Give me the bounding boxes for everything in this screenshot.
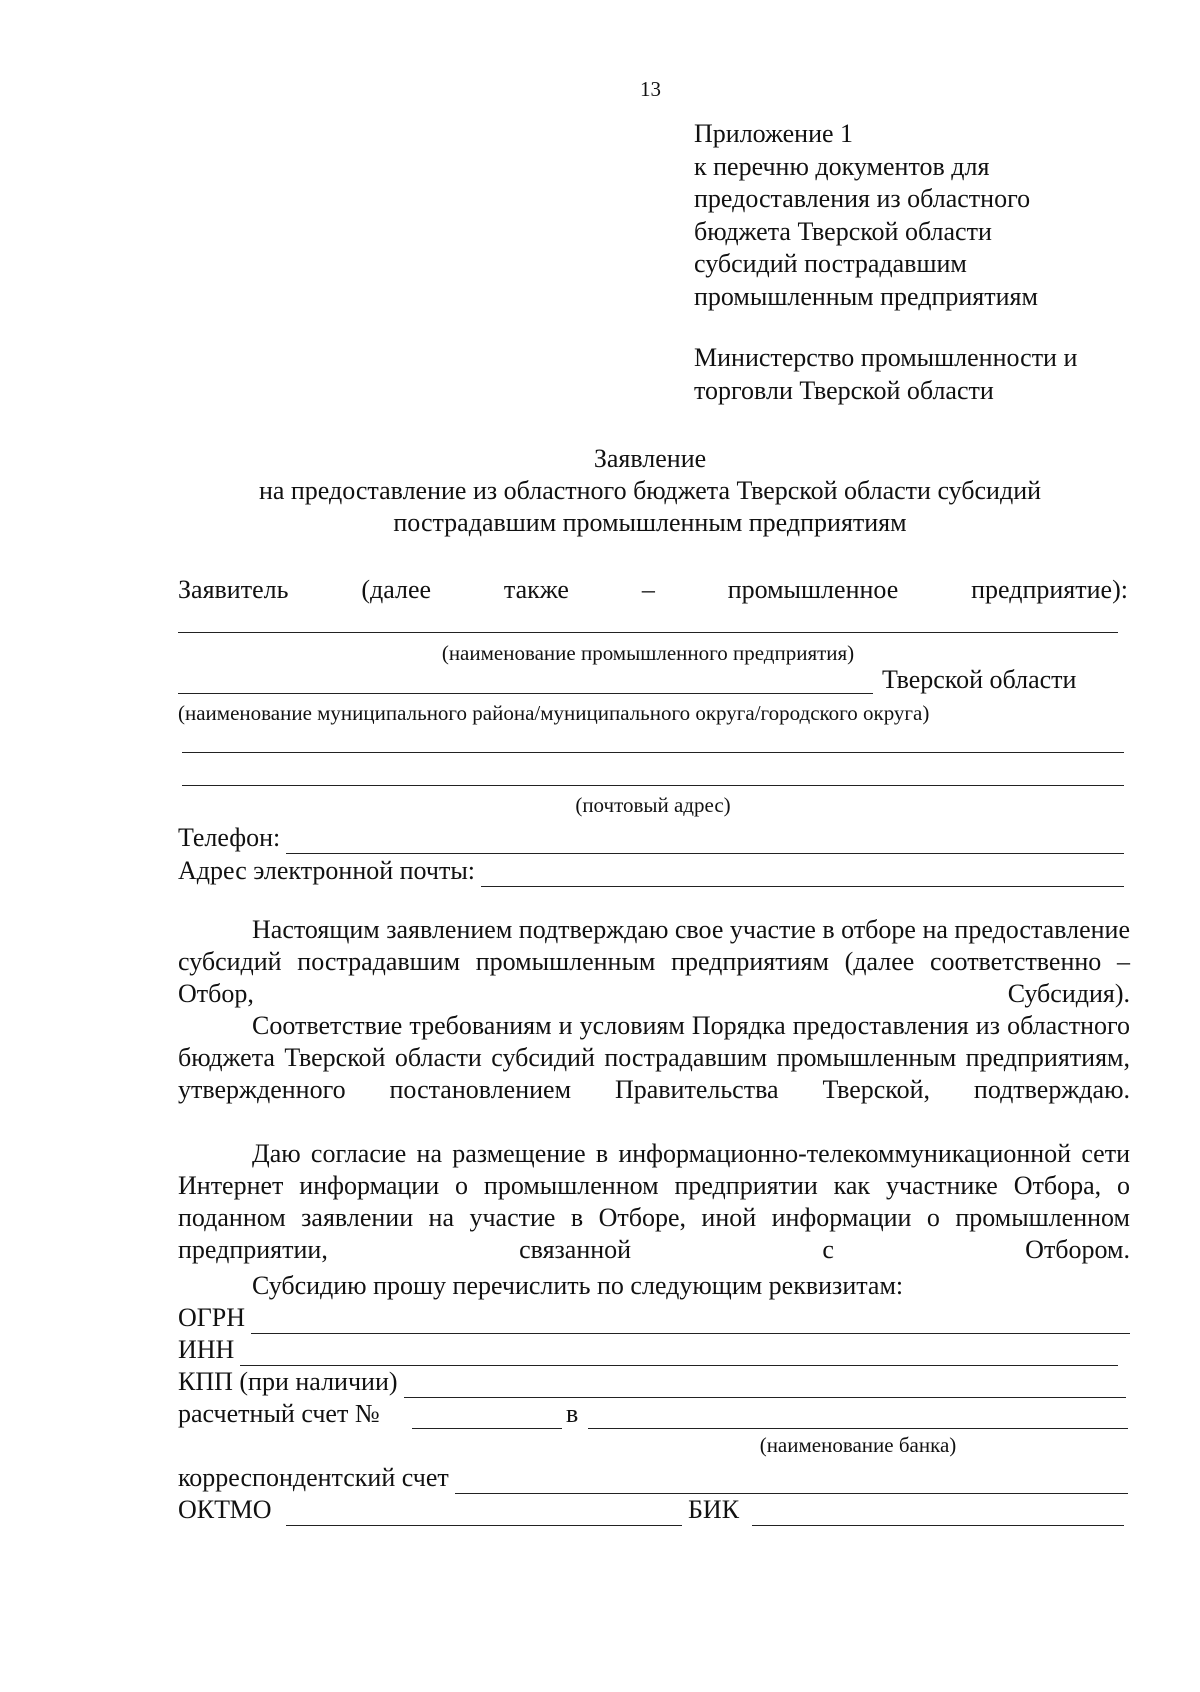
title-line: на предоставление из областного бюджета Тверской области субсидий — [258, 476, 1042, 505]
applicant-word: Заявитель — [178, 575, 289, 604]
phone-field[interactable] — [286, 827, 1124, 854]
applicant-word: – — [641, 575, 655, 604]
phone-row — [178, 822, 1124, 854]
bik-field[interactable] — [752, 1525, 1124, 1526]
kpp-row — [178, 1366, 1126, 1398]
applicant-word: предприятие): — [971, 575, 1128, 604]
appendix-line: субсидий пострадавшим — [694, 249, 967, 278]
region-suffix: Тверской области — [882, 665, 1077, 694]
applicant-line — [178, 574, 1128, 606]
bik-label: БИК — [688, 1495, 740, 1524]
appendix-line: бюджета Тверской области — [694, 216, 992, 246]
account-label: расчетный счет № — [178, 1399, 380, 1428]
title-heading: Заявление — [593, 444, 707, 473]
kpp-label: КПП (при наличии) — [178, 1367, 398, 1396]
applicant-name-field[interactable] — [178, 632, 1118, 633]
appendix-line: предоставления из областного — [694, 184, 1031, 213]
phone-label: Телефон: — [178, 823, 281, 852]
paragraph-participation: Настоящим заявлением подтверждаю свое участие в отборе на предоставление субсидий пострадавшим промышленным предприятиям (далее соответственно – Отбор, Субсидия). — [178, 915, 1130, 1008]
email-field[interactable] — [481, 860, 1124, 887]
addressee-block — [694, 342, 1077, 407]
addressee-line: торговли Тверской области — [694, 375, 994, 405]
postal-caption: (почтовый адрес) — [575, 793, 731, 817]
appendix-line: Приложение 1 — [694, 119, 854, 148]
applicant-name-caption: (наименование промышленного предприятия) — [441, 641, 855, 665]
appendix-line: к перечню документов для — [694, 151, 990, 181]
applicant-word: промышленное — [727, 575, 899, 604]
ogrn-field[interactable] — [251, 1307, 1130, 1334]
addressee-line: Министерство промышленности и — [694, 343, 1078, 372]
applicant-word: (далее — [361, 575, 432, 604]
ogrn-label: ОГРН — [178, 1303, 246, 1332]
appendix-line: промышленным предприятиям — [694, 281, 1038, 311]
inn-field[interactable] — [240, 1339, 1118, 1366]
inn-row — [178, 1334, 1118, 1366]
bank-field[interactable] — [588, 1428, 1128, 1429]
applicant-word: также — [503, 575, 569, 604]
corr-label: корреспондентский счет — [178, 1463, 449, 1492]
email-row — [178, 855, 1124, 887]
corr-row — [178, 1462, 1128, 1494]
title-line: пострадавшим промышленным предприятиям — [393, 508, 907, 537]
oktmo-label: ОКТМО — [178, 1495, 272, 1524]
email-label: Адрес электронной почты: — [178, 856, 476, 885]
appendix-block — [694, 118, 1038, 313]
oktmo-field[interactable] — [286, 1525, 682, 1526]
account-field[interactable] — [412, 1428, 562, 1429]
district-caption: (наименование муниципального района/муниципального округа/городского округа) — [178, 701, 930, 725]
ogrn-row — [178, 1302, 1130, 1334]
postal-address-field[interactable] — [182, 752, 1124, 753]
page-number: 13 — [640, 77, 661, 101]
paragraph-requisites: Субсидию прошу перечислить по следующим реквизитам: — [252, 1271, 904, 1300]
document-title — [150, 443, 1150, 539]
district-field[interactable] — [178, 693, 873, 694]
bank-caption: (наименование банка) — [759, 1433, 957, 1457]
corr-field[interactable] — [455, 1467, 1128, 1494]
inn-label: ИНН — [178, 1335, 235, 1364]
account-in-label: в — [566, 1399, 579, 1428]
paragraph-compliance: Соответствие требованиям и условиям Порядка предоставления из областного бюджета Тверской области субсидий пострадавшим промышленным предприятиям, утвержденного постановлением Правительства Тверской, подтверждаю. — [178, 1011, 1130, 1104]
kpp-field[interactable] — [404, 1371, 1126, 1398]
paragraph-consent: Даю согласие на размещение в информационно-телекоммуникационной сети Интернет информации о промышленном предприятии как участнике Отбора, о поданном заявлении на участие в Отборе, иной информации о промышленном предприятии, связанной с Отбором. — [178, 1139, 1130, 1264]
postal-address-field[interactable] — [182, 785, 1124, 786]
